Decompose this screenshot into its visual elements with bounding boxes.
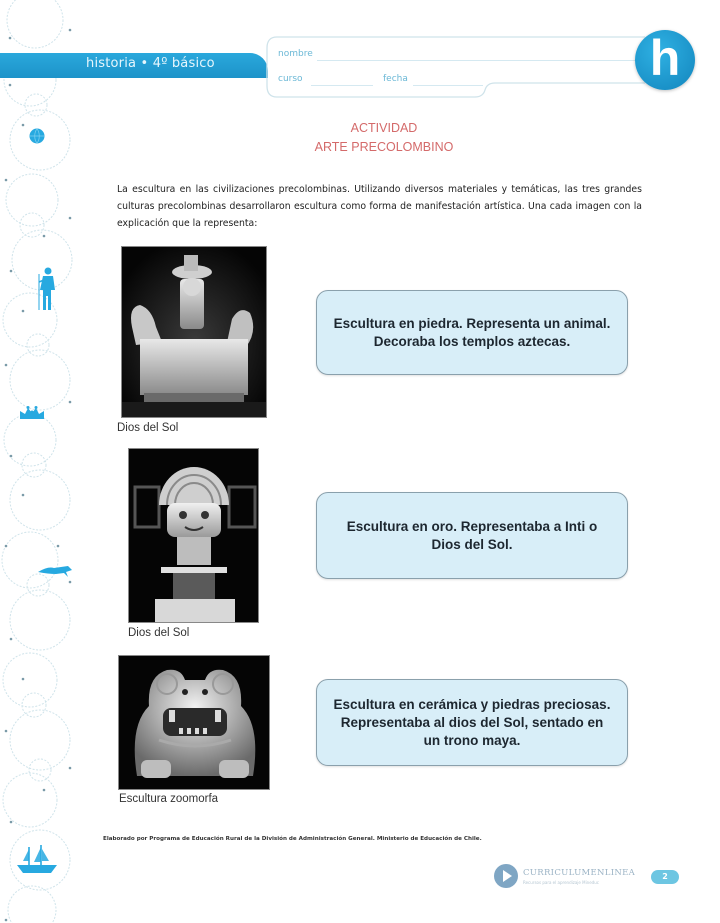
activity-title: ACTIVIDAD: [350, 121, 418, 135]
sculpture-image-2[interactable]: [128, 448, 259, 623]
page-number-badge: 2: [651, 870, 679, 884]
zoomorphic-creature-illustration: [119, 656, 270, 790]
date-field[interactable]: [413, 85, 483, 86]
student-info-form: [265, 36, 650, 98]
image-3-caption: Escultura zoomorfa: [119, 793, 219, 805]
sculpture-image-1[interactable]: [121, 246, 267, 418]
description-2-text: Escultura en oro. Representaba a Inti o Dios del Sol.: [346, 518, 598, 552]
explorer-figure-icon: [36, 266, 58, 312]
ship-icon: [15, 843, 59, 875]
image-2-caption: Dios del Sol: [128, 627, 190, 639]
throne-figure-illustration: [122, 247, 267, 418]
topic-title: ARTE PRECOLOMBINO: [314, 140, 454, 154]
subject-grade-label: historia • 4º básico: [86, 56, 215, 71]
image-1-caption: Dios del Sol: [117, 422, 179, 434]
description-box-1[interactable]: [316, 290, 628, 375]
crown-icon: [18, 405, 46, 421]
description-box-3[interactable]: [316, 679, 628, 766]
instructions-paragraph: La escultura en las civilizaciones precolombinas. Utilizando diversos materiales y temáticas, las tres grandes culturas precolombinas desarrollaron escultura como forma de manifestación artística. Una cada imagen con la explicación que la representa:: [117, 184, 642, 229]
course-field-label: curso: [278, 74, 303, 84]
bird-icon: [38, 562, 74, 578]
sun-mask-illustration: [129, 449, 259, 623]
sculpture-image-3[interactable]: [118, 655, 270, 790]
description-3-text: Escultura en cerámica y piedras preciosas. Representaba al dios del Sol, sentado en un trono maya.: [333, 696, 611, 748]
decorative-swirl-border: [0, 0, 80, 923]
brand-name: CURRICULUMENLINEA: [523, 868, 636, 878]
date-field-label: fecha: [383, 74, 408, 84]
play-circle-icon: [494, 864, 518, 888]
subject-banner: [0, 53, 268, 78]
description-1-text: Escultura en piedra. Representa un animal. Decoraba los templos aztecas.: [333, 315, 611, 349]
description-box-2[interactable]: [316, 492, 628, 579]
name-field[interactable]: [317, 60, 645, 61]
historia-logo: h: [635, 30, 695, 90]
course-field[interactable]: [311, 85, 373, 86]
brand-tagline: Recursos para el aprendizaje Mineduc: [523, 880, 599, 885]
credit-line: Elaborado por Programa de Educación Rural de la División de Administración General. Ministerio de Educación de Chile.: [103, 836, 482, 842]
form-outline: [265, 36, 650, 98]
name-field-label: nombre: [278, 49, 313, 59]
